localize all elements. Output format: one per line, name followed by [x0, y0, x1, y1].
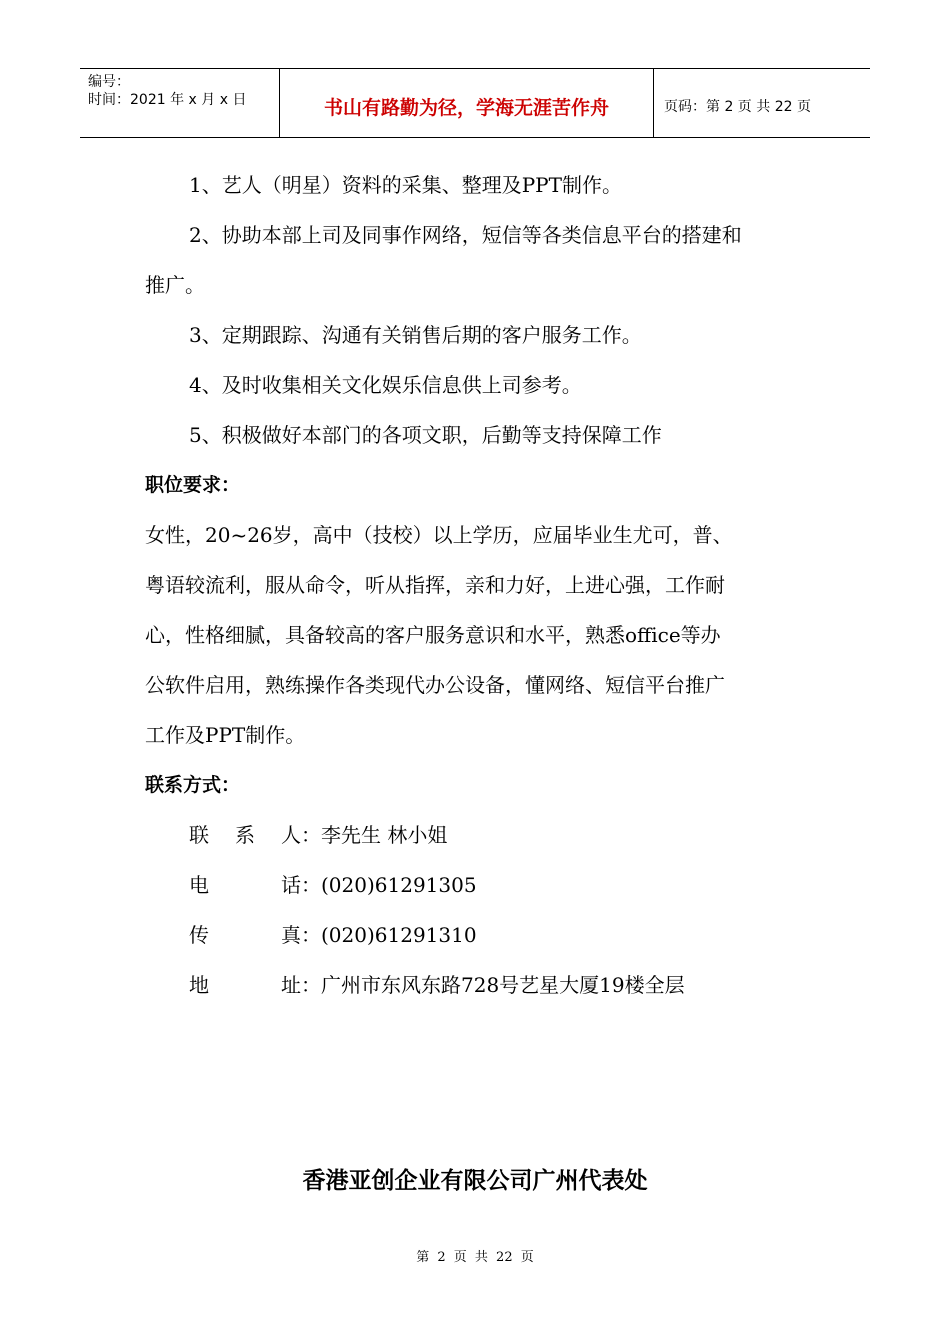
- header-page-info: 页码：第 2 页 共 22 页: [664, 99, 811, 115]
- contact-value: ：广州市东风东路728号艺星大厦19楼全层: [301, 973, 685, 997]
- duty-item: 4、及时收集相关文化娱乐信息供上司参考。: [189, 373, 582, 397]
- time-label: 时间：2021 年 x 月 x 日: [88, 92, 247, 108]
- duty-item: 2、协助本部上司及同事作网络，短信等各类信息平台的搭建和: [189, 223, 742, 247]
- contact-heading: 联系方式：: [145, 774, 241, 796]
- contact-value: ：李先生 林小姐: [301, 823, 448, 847]
- contact-value: ：(020)61291305: [301, 873, 477, 897]
- requirements-line: 心，性格细腻，具备较高的客户服务意识和水平，熟悉office等办: [145, 623, 721, 647]
- page-footer: 第 2 页 共 22 页: [416, 1250, 534, 1265]
- contact-label: 电 话: [189, 873, 301, 897]
- duty-item: 3、定期跟踪、沟通有关销售后期的客户服务工作。: [189, 323, 642, 347]
- contact-row-person: [145, 810, 815, 860]
- contact-label: 地 址: [189, 973, 301, 997]
- company-name: 香港亚创企业有限公司广州代表处: [302, 1168, 648, 1194]
- contact-row-fax: [145, 910, 815, 960]
- document-header: [80, 68, 870, 138]
- requirements-line: 公软件启用，熟练操作各类现代办公设备，懂网络、短信平台推广: [145, 673, 725, 697]
- requirements-line: 工作及PPT制作。: [145, 723, 306, 747]
- contact-value: ：(020)61291310: [301, 923, 477, 947]
- requirements-heading: 职位要求：: [145, 474, 241, 496]
- duty-item: 5、积极做好本部门的各项文职，后勤等支持保障工作: [189, 423, 662, 447]
- number-label: 编号：: [88, 74, 130, 90]
- contact-row-address: [145, 960, 815, 1010]
- document-body: [145, 160, 815, 1010]
- requirements-line: 粤语较流利，服从命令，听从指挥，亲和力好，上进心强，工作耐: [145, 573, 725, 597]
- contact-label: 传 真: [189, 923, 301, 947]
- contact-row-phone: [145, 860, 815, 910]
- duty-item: 1、艺人（明星）资料的采集、整理及PPT制作。: [189, 173, 622, 197]
- header-meta: [80, 69, 280, 137]
- contact-label: 联 系 人: [189, 823, 301, 847]
- requirements-line: 女性，20~26岁，高中（技校）以上学历，应届毕业生尤可，普、: [145, 523, 733, 547]
- header-motto: 书山有路勤为径，学海无涯苦作舟: [280, 69, 654, 137]
- duty-item-continuation: 推广。: [145, 273, 205, 297]
